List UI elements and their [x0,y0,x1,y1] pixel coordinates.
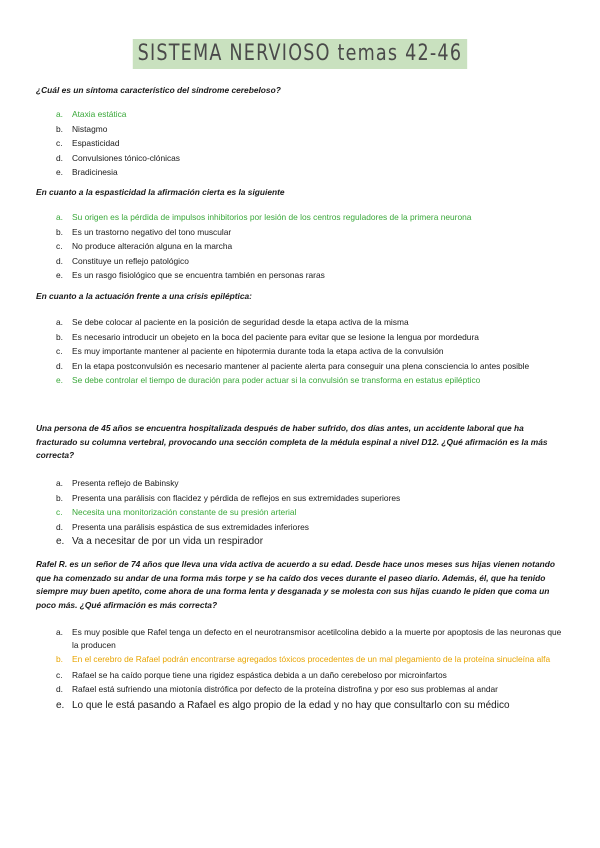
question-4: Una persona de 45 años se encuentra hospitalizada después de haber sufrido, dos días antes, un accidente laboral que ha fracturado su columna vertebral, provocando una sección completa de la médula espinal a nivel D12. ¿Qué afirmación es la más correcta? [36,423,548,460]
option-3e[interactable]: e. Se debe controlar el tiempo de duración para poder actuar si la convulsión se transforma en estatus epiléptico [56,375,481,386]
option-5b[interactable]: b. En el cerebro de Rafael podrán encontrarse agregados tóxicos procedentes de un mal plegamiento de la proteína sinucleína alfa [56,654,551,664]
question-1-options [36,107,566,180]
page-title: SISTEMA NERVIOSO temas 42-46 [0,39,600,69]
question-3: En cuanto a la actuación frente a una crisis epiléptica: [36,291,252,301]
option-5a[interactable]: a. Es muy posible que Rafel tenga un defecto en el neurotransmisor acetilcolina debido a la muerte por apoptosis de las neuronas que la producen [56,627,562,650]
option-1c[interactable]: c. Espasticidad [56,138,120,149]
option-5d[interactable]: d. Rafael está sufriendo una miotonía distrófica por defecto de la proteína distrofina y por eso sus problemas al andar [56,684,498,695]
option-3c[interactable]: c. Es muy importante mantener al paciente en hipotermia durante toda la etapa activa de la convulsión [56,346,444,357]
option-4a[interactable]: a. Presenta reflejo de Babinsky [56,478,179,488]
question-2: En cuanto a la espasticidad la afirmación cierta es la siguiente [36,187,285,197]
option-1e[interactable]: e. Bradicinesia [56,167,118,178]
option-2b[interactable]: b. Es un trastorno negativo del tono muscular [56,226,232,237]
question-5-options [36,625,566,714]
question-2-options [36,210,566,283]
question-1: ¿Cuál es un síntoma característico del síndrome cerebeloso? [36,85,281,95]
option-2d[interactable]: d. Constituye un reflejo patológico [56,255,189,266]
option-4d[interactable]: d. Presenta una parálisis espástica de sus extremidades inferiores [56,521,309,532]
option-2c[interactable]: c. No produce alteración alguna en la marcha [56,241,233,252]
option-1d[interactable]: d. Convulsiones tónico-clónicas [56,152,180,163]
option-1a[interactable]: a. Ataxia estática [56,109,127,119]
option-5e[interactable]: e. Lo que le está pasando a Rafael es algo propio de la edad y no hay que consultarlo con su médico [56,699,510,711]
option-3b[interactable]: b. Es necesario introducir un obejeto en la boca del paciente para evitar que se lesione la lengua por mordedura [56,331,479,342]
option-3d[interactable]: d. En la etapa postconvulsión es necesario mantener al paciente alerta para conseguir una plena consciencia lo antes posible [56,360,530,371]
question-4-options [36,476,566,550]
option-4b[interactable]: b. Presenta una parálisis con flacidez y pérdida de reflejos en sus extremidades superiores [56,492,401,503]
question-3-options [36,315,566,389]
option-4e[interactable]: e. Va a necesitar de por un vida un respirador [56,536,264,548]
option-5c[interactable]: c. Rafael se ha caído porque tiene una rigidez espástica debida a un daño cerebeloso por microinfartos [56,669,447,680]
option-4c[interactable]: c. Necesita una monitorización constante de su presión arterial [56,507,297,518]
option-2a[interactable]: a. Su origen es la pérdida de impulsos inhibitorios por lesión de los centros reguladores de la primera neurona [56,212,472,222]
question-5: Rafel R. es un señor de 74 años que lleva una vida activa de acuerdo a su edad. Desde hace unos meses sus hijas vienen notando que ha comenzado su andar de una forma más torpe y se ha caído dos veces durante el paseo diario. Además, él, que ha tenido siempre muy buen apetito, come ahora de una forma lenta y desganada y se molesta con sus hijas cuando le piden que coma un poco más. ¿Qué afirmación es más correcta? [36,559,555,610]
option-1b[interactable]: b. Nistagmo [56,123,108,134]
option-3a[interactable]: a. Se debe colocar al paciente en la posición de seguridad desde la etapa activa de la misma [56,317,409,327]
option-2e[interactable]: e. Es un rasgo fisiológico que se encuentra también en personas raras [56,270,325,281]
